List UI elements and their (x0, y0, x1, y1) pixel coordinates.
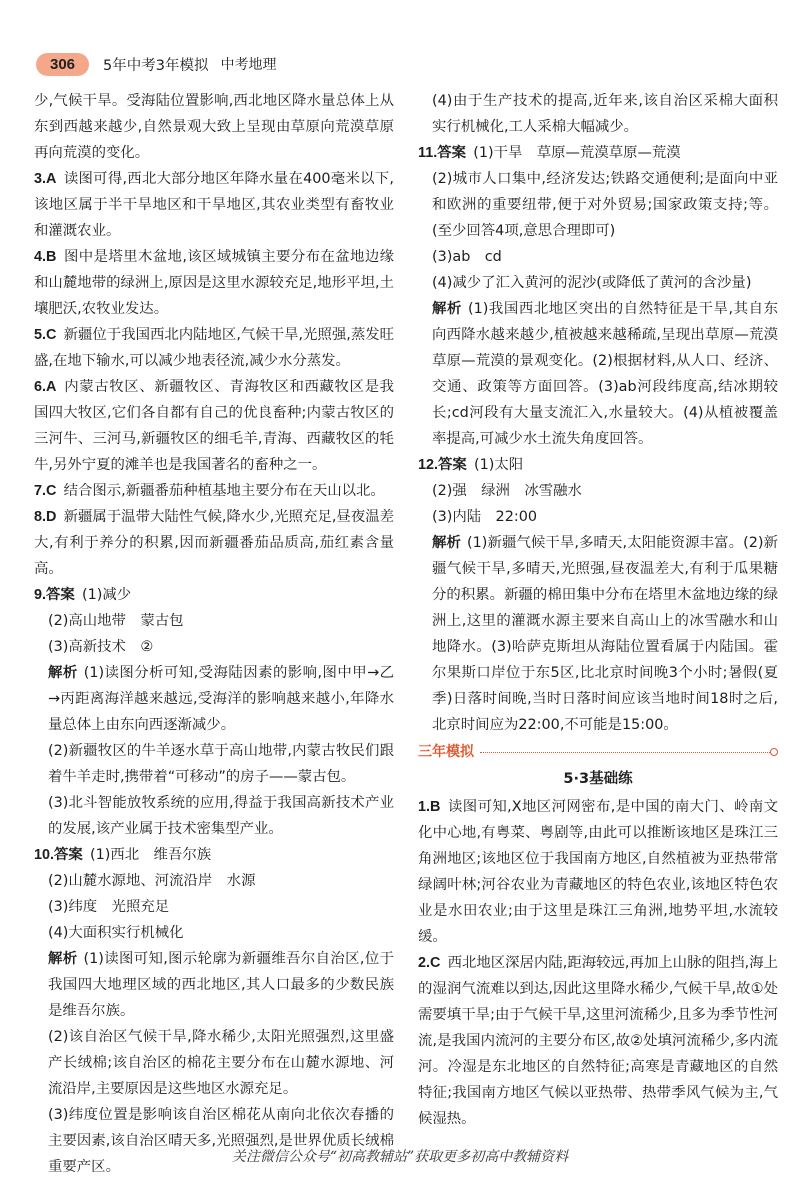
answer-paragraph (418, 244, 778, 270)
exercise-title: 5·3基础练 (563, 771, 633, 787)
answer-paragraph (34, 868, 394, 894)
book-title: 5年中考3年模拟 (103, 57, 209, 74)
paragraph-text: (1)新疆气候干旱,多晴天,太阳能资源丰富。(2)新疆气候干旱,多晴天,光照强,昼夜温差大,有利于瓜果糖分的积累。新疆的棉田集中分布在塔里木盆地边缘的绿洲上,这里的灌溉水源主要来自高山上的冰雪融水和山地降水。(3)哈萨克斯坦从海陆位置看属于内陆国。霍尔果斯口岸位于东5区,比北京时间晚3个小时;暑假(夏季)日落时间晚,当时日落时间应该当地时间18时之后,北京时间应为22:00,不可能是15:00。 (432, 535, 778, 733)
paragraph-text: (3)纬度位置是影响该自治区棉花从南向北依次春播的主要因素,该自治区晴天多,光照强烈,是世界优质长绒棉重要产区。 (48, 1107, 394, 1175)
paragraph-text: (1)干旱 草原—荒漠草原—荒漠 (473, 145, 681, 161)
paragraph-text: 图中是塔里木盆地,该区域城镇主要分布在盆地边缘和山麓地带的绿洲上,原因是这里水源较充足,地形平坦,土壤肥沃,农牧业发达。 (34, 249, 394, 317)
answer-item (418, 140, 778, 166)
answer-paragraph (418, 270, 778, 296)
paragraph-text: (3)ab cd (432, 249, 502, 265)
answer-paragraph (418, 504, 778, 530)
question-number: 3.A (34, 171, 57, 187)
paragraph-text: (1)读图可知,图示轮廓为新疆维吾尔自治区,位于我国四大地理区域的西北地区,其人口最多的少数民族是维吾尔族。 (48, 951, 394, 1019)
question-number: 8.D (34, 509, 57, 525)
answer-paragraph (418, 530, 778, 738)
paragraph-text: 新疆位于我国西北内陆地区,气候干旱,光照强,蒸发旺盛,在地下输水,可以减少地表径流,减少水分蒸发。 (34, 327, 394, 369)
paragraph-text: 读图可得,西北大部分地区年降水量在400毫米以下,该地区属于半干旱地区和干旱地区,其农业类型有畜牧业和灌溉农业。 (34, 171, 394, 239)
paragraph-text: 读图可知,X地区河网密布,是中国的南大门、岭南文化中心地,有粤菜、粤剧等,由此可以推断该地区是珠江三角洲地区;该地区位于我国南方地区,自然植被为亚热带常绿阔叶林;河谷农业为青藏地区的特色农业,该地区特色农业是水田农业;由于这里是珠江三角洲,地势平坦,水流较缓。 (418, 799, 778, 945)
page-number-badge: 306 (36, 53, 89, 76)
paragraph-text: (3)北斗智能放牧系统的应用,得益于我国高新技术产业的发展,该产业属于技术密集型产业。 (48, 795, 394, 837)
answer-paragraph (418, 296, 778, 452)
answer-paragraph (418, 166, 778, 244)
paragraph-text: 内蒙古牧区、新疆牧区、青海牧区和西藏牧区是我国四大牧区,它们各自都有自己的优良畜种;内蒙古牧区的三河牛、三河马,新疆牧区的细毛羊,青海、西藏牧区的牦牛,另外宁夏的滩羊也是我国著名的畜种之一。 (34, 379, 394, 473)
analysis-tag: 解析 (48, 665, 78, 681)
answer-item (34, 478, 394, 504)
answer-item (418, 452, 778, 478)
answer-item (34, 374, 394, 478)
answer-paragraph (418, 478, 778, 504)
footer-note: 关注微信公众号“初高教辅站”获取更多初高中教辅资料 (231, 1149, 569, 1165)
question-number: 4.B (34, 249, 57, 265)
subject-label: 中考地理 (220, 57, 277, 73)
question-number: 7.C (34, 483, 57, 499)
answer-paragraph (34, 946, 394, 1024)
answer-item (34, 504, 394, 582)
paragraph-text: 结合图示,新疆番茄种植基地主要分布在天山以北。 (63, 483, 385, 499)
dotted-rule (480, 752, 770, 753)
paragraph-text: 西北地区深居内陆,距海较远,再加上山脉的阻挡,海上的湿润气流难以到达,因此这里降水稀少,气候干旱,故①处需要填干旱;由于气候干旱,这里河流稀少,且多为季节性河流,是我国内流河的主要分布区,故②处填河流稀少,多内流河。冷湿是东北地区的自然特征;高寒是青藏地区的自然特征;我国南方地区气候以亚热带、热带季风气候为主,气候湿热。 (418, 955, 778, 1127)
paragraph-text: (1)减少 (82, 587, 132, 603)
page-header (36, 48, 276, 80)
question-number: 5.C (34, 327, 57, 343)
answer-paragraph (34, 660, 394, 738)
question-number: 1.B (418, 799, 441, 815)
answer-paragraph (34, 738, 394, 790)
answer-item (34, 842, 394, 868)
paragraph-text: (1)太阳 (474, 457, 524, 473)
answer-paragraph (34, 608, 394, 634)
question-number: 2.C (418, 955, 441, 971)
question-number: 11.答案 (418, 145, 466, 161)
answer-paragraph (34, 1102, 394, 1180)
answer-paragraph (34, 894, 394, 920)
answer-paragraph (34, 88, 394, 166)
left-column (34, 88, 394, 1180)
paragraph-text: (4)减少了汇入黄河的泥沙(或降低了黄河的含沙量) (432, 275, 752, 291)
paragraph-text: (1)读图分析可知,受海陆因素的影响,图中甲→乙→丙距离海洋越来越远,受海洋的影响越来越小,年降水量总体上由东向西逐渐减少。 (48, 665, 394, 733)
paragraph-text: (4)由于生产技术的提高,近年来,该自治区采棉大面积实行机械化,工人采棉大幅减少。 (432, 93, 778, 135)
paragraph-text: (2)高山地带 蒙古包 (48, 613, 184, 629)
analysis-tag: 解析 (48, 951, 78, 967)
paragraph-text: 新疆属于温带大陆性气候,降水少,光照充足,昼夜温差大,有利于养分的积累,因而新疆番茄品质高,茄红素含量高。 (34, 509, 394, 577)
paragraph-text: (2)该自治区气候干旱,降水稀少,太阳光照强烈,这里盛产长绒棉;该自治区的棉花主要分布在山麓水源地、河流沿岸,主要原因是这些地区水源充足。 (48, 1029, 394, 1097)
answer-paragraph (34, 634, 394, 660)
answer-item (34, 244, 394, 322)
answer-item (34, 582, 394, 608)
paragraph-text: (3)纬度 光照充足 (48, 899, 170, 915)
analysis-tag: 解析 (432, 535, 461, 551)
paragraph-text: (2)强 绿洲 冰雪融水 (432, 483, 582, 499)
section-divider (418, 742, 778, 762)
answer-item (418, 950, 778, 1132)
analysis-tag: 解析 (432, 301, 462, 317)
answer-paragraph (34, 920, 394, 946)
circle-icon (770, 748, 778, 756)
question-number: 6.A (34, 379, 57, 395)
section-label: 三年模拟 (418, 739, 480, 765)
paragraph-text: (1)我国西北地区突出的自然特征是干旱,其自东向西降水越来越少,植被越来越稀疏,呈现出草原—荒漠草原—荒漠的景观变化。(2)根据材料,从人口、经济、交通、政策等方面回答。(3)ab河段纬度高,结冰期较长;cd河段有大量支流汇入,水量较大。(4)从植被覆盖率提高,可减少水土流失角度回答。 (432, 301, 778, 447)
paragraph-text: (1)西北 维吾尔族 (90, 847, 212, 863)
paragraph-text: 少,气候干旱。受海陆位置影响,西北地区降水量总体上从东到西越来越少,自然景观大致上呈现由草原向荒漠草原再向荒漠的变化。 (34, 93, 394, 161)
question-number: 10.答案 (34, 847, 83, 863)
answer-item (34, 166, 394, 244)
question-number: 12.答案 (418, 457, 467, 473)
answer-item (34, 322, 394, 374)
paragraph-text: (3)内陆 22:00 (432, 509, 538, 525)
answer-paragraph (34, 790, 394, 842)
paragraph-text: (2)城市人口集中,经济发达;铁路交通便利;是面向中亚和欧洲的重要纽带,便于对外贸易;国家政策支持;等。(至少回答4项,意思合理即可) (432, 171, 778, 239)
answer-item (418, 794, 778, 950)
paragraph-text: (2)新疆牧区的牛羊逐水草于高山地带,内蒙古牧民们跟着牛羊走时,携带着“可移动”的房子——蒙古包。 (48, 743, 394, 785)
answer-paragraph (34, 1024, 394, 1102)
right-column (418, 88, 778, 1132)
answer-paragraph (418, 88, 778, 140)
paragraph-text: (4)大面积实行机械化 (48, 925, 184, 941)
question-number: 9.答案 (34, 587, 75, 603)
paragraph-text: (3)高新技术 ② (48, 639, 154, 655)
paragraph-text: (2)山麓水源地、河流沿岸 水源 (48, 873, 256, 889)
